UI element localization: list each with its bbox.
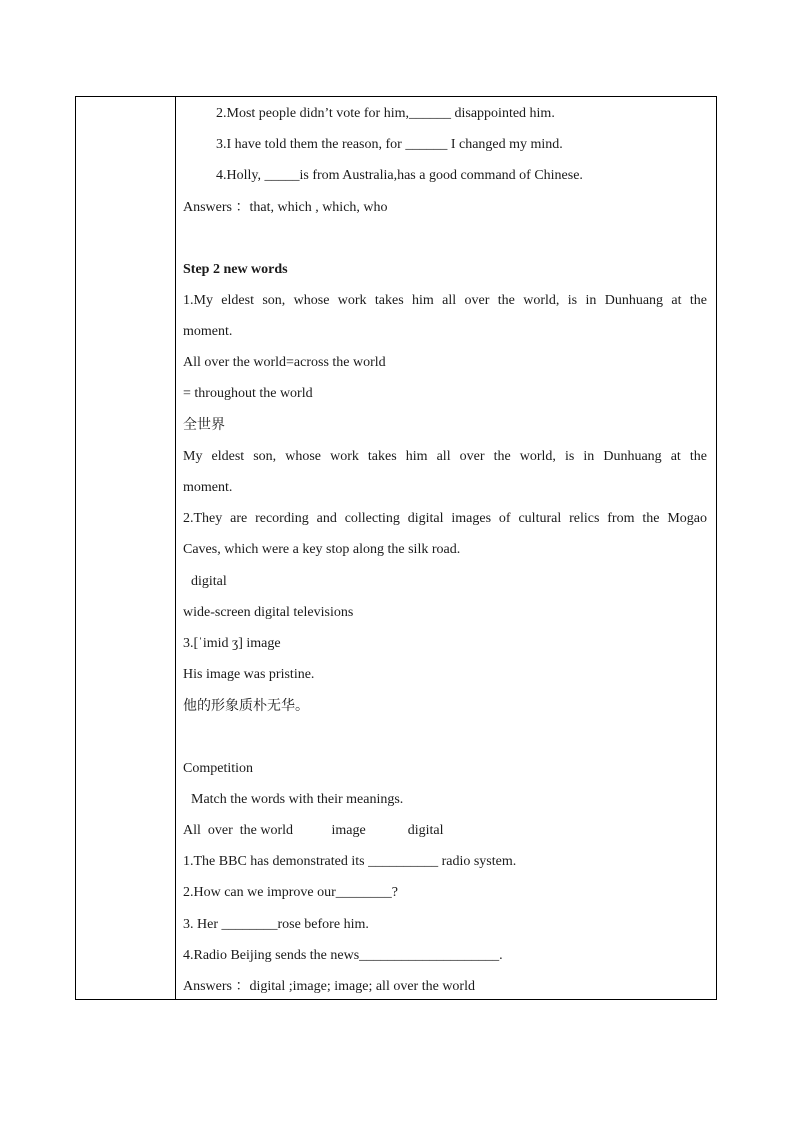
chinese-meaning-1: 全世界 xyxy=(183,417,225,433)
competition-question-2: 2.How can we improve our________? xyxy=(183,885,399,900)
competition-instruction: Match the words with their meanings. xyxy=(191,792,404,807)
exercise-answers: Answers ：that, which , which, who xyxy=(183,200,388,215)
content-cell xyxy=(176,97,716,999)
example-1-line-2: moment. xyxy=(183,324,233,339)
competition-options: All over the world image digital xyxy=(183,823,444,838)
step2-heading: Step 2 new words xyxy=(183,262,288,277)
example-2-line-1: 2.They are recording and collecting digital images of cultural relics from the Mogao xyxy=(183,511,707,526)
lesson-table xyxy=(75,96,717,1000)
image-example: His image was pristine. xyxy=(183,667,315,682)
exercise-item-4: 4.Holly, _____is from Australia,has a good command of Chinese. xyxy=(216,168,583,183)
chinese-meaning-2: 他的形象质朴无华。 xyxy=(183,698,309,714)
synonym-line-1: All over the world=across the world xyxy=(183,355,386,370)
competition-question-4: 4.Radio Beijing sends the news____________________. xyxy=(183,948,503,963)
label-column xyxy=(76,97,176,999)
example-2-line-2: Caves, which were a key stop along the silk road. xyxy=(183,542,461,557)
word-digital-example: wide-screen digital televisions xyxy=(183,605,354,620)
synonym-line-2: = throughout the world xyxy=(183,386,313,401)
competition-question-1: 1.The BBC has demonstrated its __________ radio system. xyxy=(183,854,517,869)
exercise-item-3: 3.I have told them the reason, for ______ I changed my mind. xyxy=(216,137,563,152)
exercise-item-2: 2.Most people didn’t vote for him,______ disappointed him. xyxy=(216,106,555,121)
competition-question-3: 3. Her ________rose before him. xyxy=(183,917,369,932)
competition-title: Competition xyxy=(183,761,253,776)
word-image: 3.[ˈimid ʒ] image xyxy=(183,636,281,651)
example-1-line-1: 1.My eldest son, whose work takes him all over the world, is in Dunhuang at the xyxy=(183,293,707,308)
example-1b-line-1: My eldest son, whose work takes him all over the world, is in Dunhuang at the xyxy=(183,449,707,464)
competition-answers: Answers ：digital ;image; image; all over the world xyxy=(183,979,475,994)
example-1b-line-2: moment. xyxy=(183,480,233,495)
word-digital: digital xyxy=(191,574,227,589)
